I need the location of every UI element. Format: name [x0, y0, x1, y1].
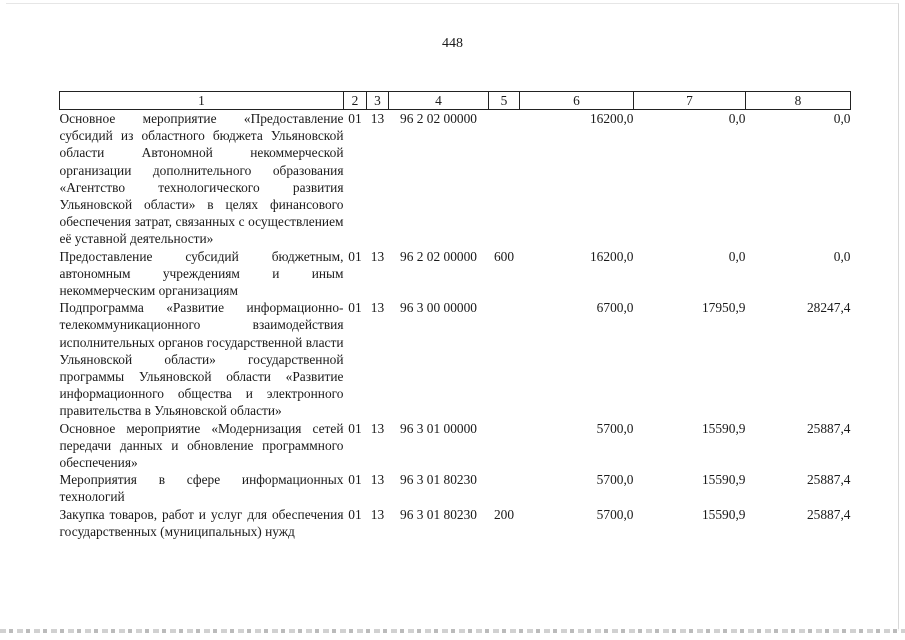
column-header-4: 4	[389, 92, 489, 110]
table-row	[60, 420, 851, 472]
row-amount-3: 0,0	[833, 111, 851, 126]
budget-table	[59, 91, 851, 540]
row-subsection: 13	[370, 472, 385, 488]
row-section: 01	[348, 300, 362, 316]
row-section: 01	[348, 248, 362, 264]
row-section: 01	[348, 420, 362, 436]
scan-edge-artifact	[0, 629, 905, 633]
row-amount-2: 17950,9	[701, 300, 746, 316]
column-header-3: 3	[367, 92, 389, 110]
row-expense-type	[489, 299, 520, 419]
row-expense-type	[489, 420, 520, 472]
row-name: Основное мероприятие «Модернизация сетей передачи данных и обновление программного обеспечения»	[59, 420, 344, 471]
row-amount-1: 16200,0	[589, 248, 634, 264]
row-subsection: 13	[370, 248, 385, 264]
row-amount-1: 5700,0	[596, 472, 634, 488]
row-name: Мероприятия в сфере информационных технологий	[59, 472, 344, 505]
row-expense-type	[489, 471, 520, 505]
column-header-8: 8	[746, 92, 851, 110]
row-target-article: 96 3 01 00000	[400, 420, 477, 436]
row-name: Предоставление субсидий бюджетным, автономным учреждениям и иным некоммерческим организациям	[59, 248, 344, 299]
row-section: 01	[348, 472, 362, 488]
column-header-1: 1	[60, 92, 344, 110]
row-expense-type: 600	[493, 248, 515, 264]
row-section: 01	[348, 506, 362, 522]
column-header-6: 6	[520, 92, 634, 110]
row-name: Закупка товаров, работ и услуг для обеспечения государственных (муниципальных) нужд	[59, 506, 344, 539]
row-amount-3: 25887,4	[806, 472, 851, 488]
row-subsection: 13	[370, 420, 385, 436]
row-amount-1: 6700,0	[596, 300, 634, 316]
row-expense-type	[489, 110, 520, 248]
row-target-article: 96 2 02 00000	[400, 111, 477, 126]
row-section: 01	[348, 111, 362, 126]
column-header-5: 5	[489, 92, 520, 110]
table-row	[60, 299, 851, 419]
row-amount-1: 5700,0	[596, 420, 634, 436]
row-target-article: 96 2 02 00000	[400, 248, 477, 264]
row-name: Основное мероприятие «Предоставление субсидий из областного бюджета Ульяновской области Автономной некоммерческой организации дополнительного образования «Агентство технологического развития Ульяновской области» в целях финансового обеспечения затрат, связанных с осуществлением её уставной деятельности»	[59, 111, 344, 247]
row-target-article: 96 3 00 00000	[400, 300, 477, 316]
row-amount-2: 0,0	[728, 248, 746, 264]
row-subsection: 13	[370, 111, 385, 126]
column-header-7: 7	[634, 92, 746, 110]
row-amount-3: 28247,4	[806, 300, 851, 316]
column-number-row	[60, 92, 851, 110]
row-target-article: 96 3 01 80230	[400, 506, 477, 522]
row-amount-2: 15590,9	[701, 506, 746, 522]
row-amount-3: 25887,4	[806, 506, 851, 522]
row-subsection: 13	[370, 300, 385, 316]
column-header-2: 2	[344, 92, 367, 110]
row-amount-2: 0,0	[728, 111, 746, 126]
row-name: Подпрограмма «Развитие информационно-телекоммуникационного взаимодействия исполнительных органов государственной власти Ульяновской области» государственной программы Ульяновской области «Развитие информационного общества и электронного правительства в Ульяновской области»	[59, 300, 344, 419]
row-amount-1: 5700,0	[596, 506, 634, 522]
row-target-article: 96 3 01 80230	[400, 472, 477, 488]
page-number: 448	[442, 36, 463, 51]
row-amount-2: 15590,9	[701, 472, 746, 488]
row-amount-2: 15590,9	[701, 420, 746, 436]
row-amount-3: 0,0	[833, 248, 851, 264]
table-row	[60, 110, 851, 248]
row-subsection: 13	[370, 506, 385, 522]
table-row	[60, 506, 851, 540]
row-amount-3: 25887,4	[806, 420, 851, 436]
row-amount-1: 16200,0	[589, 111, 634, 126]
table-row	[60, 471, 851, 505]
table-row	[60, 248, 851, 300]
row-expense-type: 200	[493, 506, 515, 522]
